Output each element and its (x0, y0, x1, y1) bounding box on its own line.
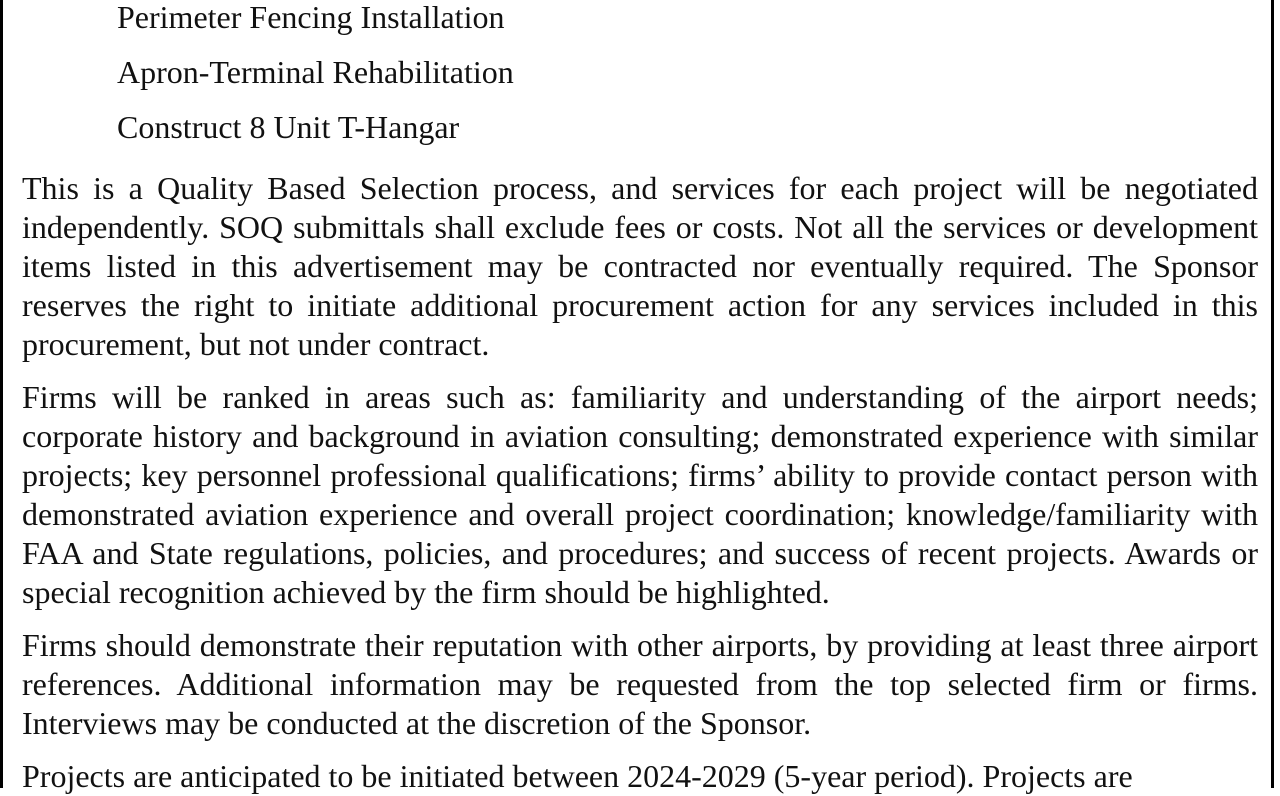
project-item: Apron-Terminal Rehabilitation (117, 54, 514, 90)
project-item: Construct 8 Unit T-Hangar (117, 109, 460, 145)
ranking-criteria-paragraph: Firms will be ranked in areas such as: familiarity and understanding of the airport needs; corporate history and background in aviation consulting; demonstrated experience with similar projects; key personnel professional qualifications; firms’ ability to provide contact person with demonstrated aviation experience and overall project coordination; knowledge/familiarity with FAA and State regulations, policies, and procedures; and success of recent projects. Awards or special recognition achieved by the firm should be highlighted. (22, 379, 1258, 610)
references-paragraph: Firms should demonstrate their reputation with other airports, by providing at least three airport references. Additional information may be requested from the top selected firm or firms. Interviews may be conducted at the discretion of the Sponsor. (22, 627, 1258, 741)
document-body (22, 0, 1258, 796)
selection-process-paragraph: This is a Quality Based Selection process, and services for each project will be negotiated independently. SOQ submittals shall exclude fees or costs. Not all the services or development items listed in this advertisement may be contracted nor eventually required. The Sponsor reserves the right to initiate additional procurement action for any services included in this procurement, but not under contract. (22, 170, 1258, 362)
timeline-paragraph: Projects are anticipated to be initiated between 2024-2029 (5-year period). Projects are (22, 758, 1133, 794)
project-list (22, 0, 1258, 155)
project-item: Perimeter Fencing Installation (117, 0, 505, 35)
